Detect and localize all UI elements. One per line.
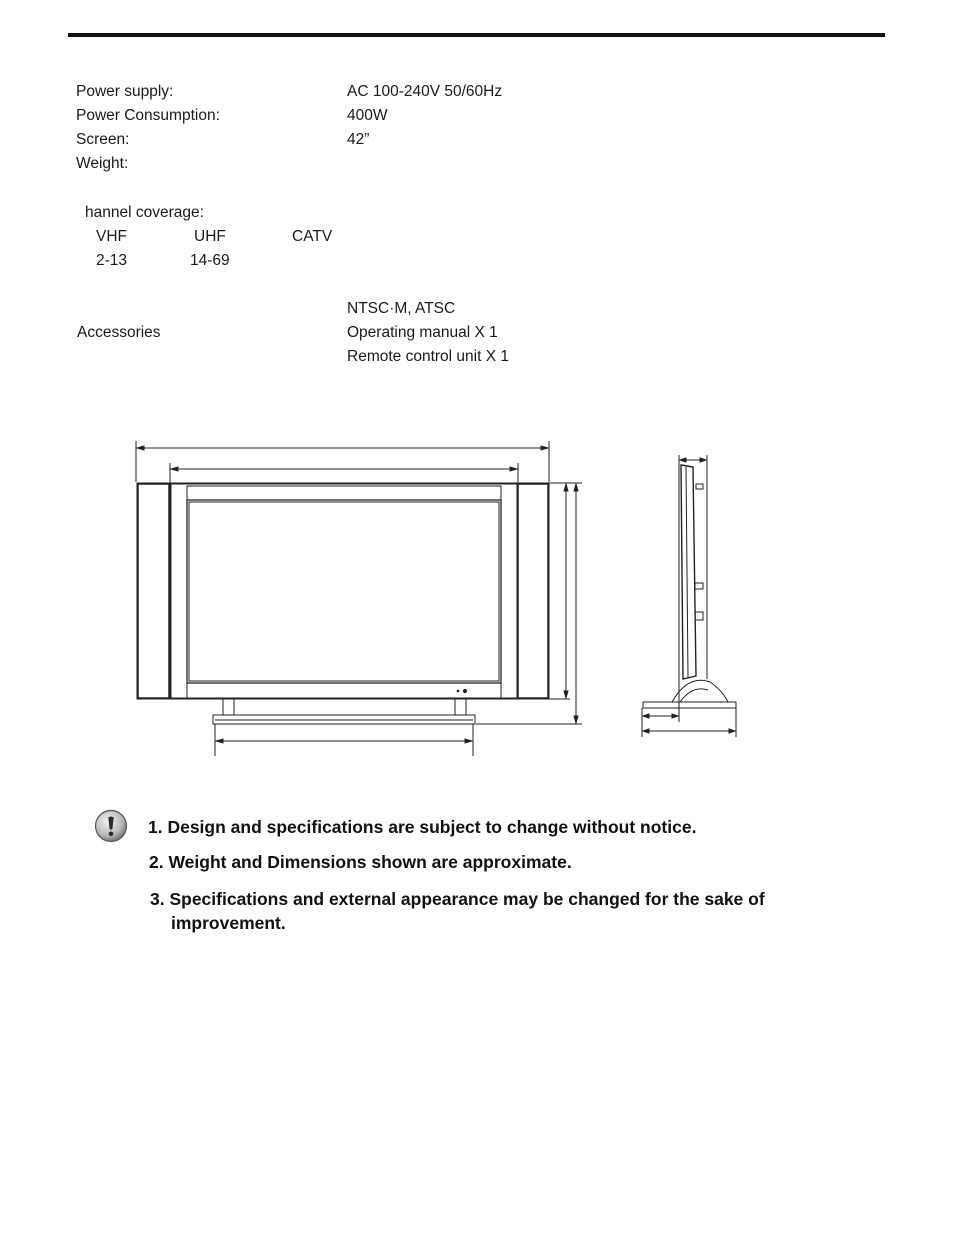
power-consumption-value: 400W (347, 107, 388, 124)
power-supply-value: AC 100-240V 50/60Hz (347, 83, 503, 100)
note-line-3: 3. Specifications and external appearance may be changed for the sake of (150, 889, 765, 909)
channel-value-uhf: 14-69 (190, 252, 230, 269)
power-supply-label: Power supply: (76, 83, 174, 100)
note-line-3-continued: improvement. (171, 913, 286, 933)
channel-coverage-label: hannel coverage: (85, 204, 204, 221)
note-line-2: 2. Weight and Dimensions shown are approximate. (149, 852, 572, 872)
screen-value: 42” (347, 131, 370, 148)
note-line-1: 1. Design and specifications are subject to change without notice. (148, 817, 697, 837)
front-view-diagram (136, 441, 582, 756)
system-value: NTSC·M, ATSC (347, 300, 456, 317)
accessories-label: Accessories (77, 324, 161, 341)
accessory-item: Remote control unit X 1 (347, 348, 509, 365)
channel-value-vhf: 2-13 (96, 252, 128, 269)
weight-label: Weight: (76, 155, 129, 172)
channel-header-uhf: UHF (194, 228, 226, 245)
accessory-item: Operating manual X 1 (347, 324, 498, 341)
side-view-diagram (642, 455, 736, 737)
channel-header-vhf: VHF (96, 228, 127, 245)
power-consumption-label: Power Consumption: (76, 107, 220, 124)
channel-header-catv: CATV (292, 228, 333, 245)
screen-label: Screen: (76, 131, 130, 148)
exclamation-icon (94, 809, 128, 843)
